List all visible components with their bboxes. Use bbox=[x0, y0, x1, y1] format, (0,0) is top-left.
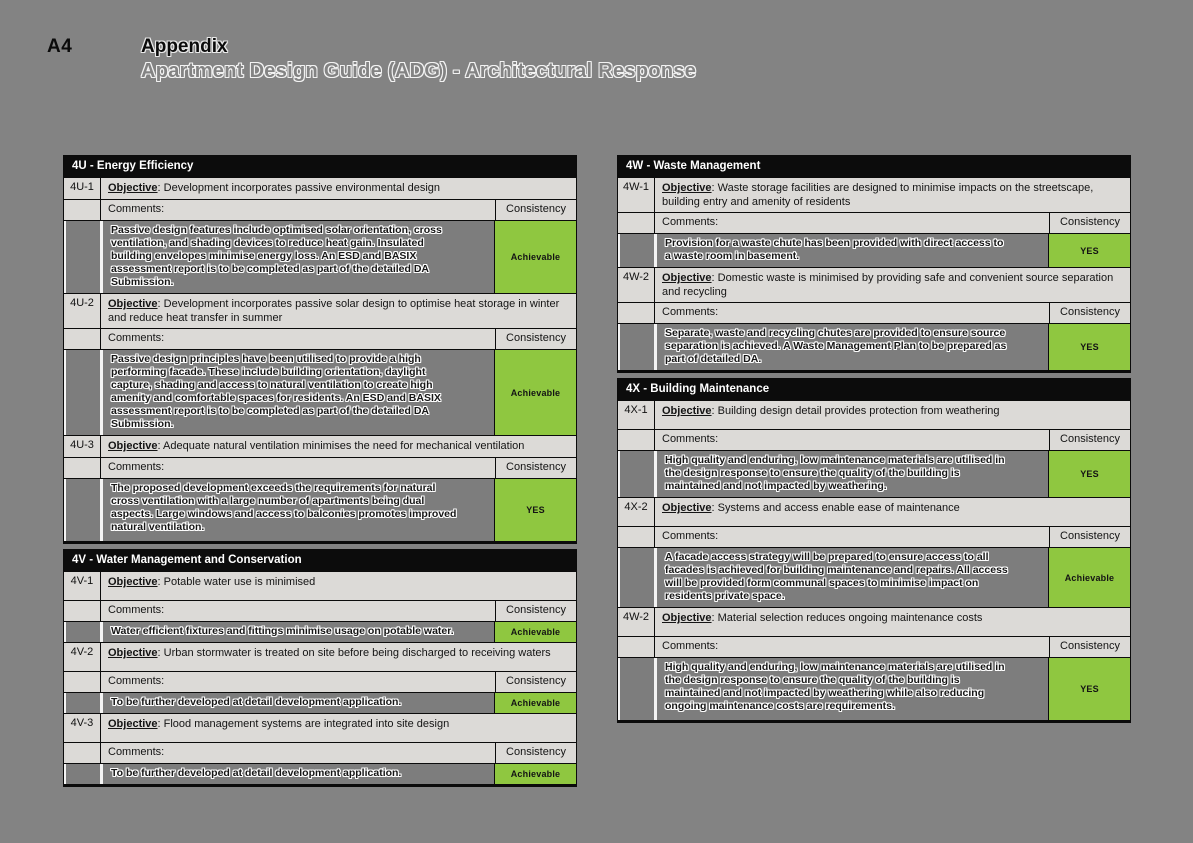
comment-row bbox=[64, 763, 576, 784]
comments-header-row bbox=[618, 636, 1130, 657]
item-ref: 4X-1 bbox=[618, 401, 655, 429]
comment-row bbox=[64, 478, 576, 541]
objective-text: : Development incorporates passive solar design to optimise heat storage in winter and reduce heat transfer in summer bbox=[108, 298, 560, 324]
consistency-label: Consistency bbox=[1050, 303, 1130, 323]
consistency-value: YES bbox=[1049, 324, 1130, 370]
consistency-value: Achievable bbox=[495, 221, 576, 293]
objective-row bbox=[618, 497, 1130, 526]
comments-header-row bbox=[64, 457, 576, 478]
comments-header-row bbox=[618, 526, 1130, 547]
consistency-label: Consistency bbox=[496, 329, 576, 349]
objective-row bbox=[618, 400, 1130, 429]
consistency-value: YES bbox=[1049, 658, 1130, 720]
comment-text: Passive design principles have been utilised to provide a high performing facade. These include building orientation, daylight capture, shading and access to natural ventilation to create high amenity and comfortable spaces for residents. An ESD and BASIX assessment report is to be completed as part of the detailed DA Submission. bbox=[101, 350, 495, 435]
ref-spacer bbox=[618, 658, 655, 720]
ref-spacer bbox=[64, 350, 101, 435]
ref-spacer bbox=[64, 743, 101, 763]
comment-row bbox=[618, 450, 1130, 497]
item-ref: 4X-2 bbox=[618, 498, 655, 526]
objective-label: Objective bbox=[662, 272, 712, 284]
objective-cell bbox=[655, 498, 1130, 526]
comment-text: Water efficient fixtures and fittings minimise usage on potable water. bbox=[101, 622, 495, 642]
ref-spacer bbox=[64, 221, 101, 293]
table-4x-building-maintenance bbox=[617, 378, 1131, 723]
comment-row bbox=[64, 692, 576, 713]
ref-spacer bbox=[64, 672, 101, 692]
consistency-label: Consistency bbox=[496, 458, 576, 478]
comments-label: Comments: bbox=[655, 527, 1050, 547]
consistency-label: Consistency bbox=[496, 601, 576, 621]
objective-label: Objective bbox=[662, 612, 712, 624]
comments-label: Comments: bbox=[101, 743, 496, 763]
objective-text: : Potable water use is minimised bbox=[157, 576, 316, 588]
objective-row bbox=[64, 713, 576, 742]
doc-subheading: Apartment Design Guide (ADG) - Architectural Response bbox=[141, 60, 697, 82]
left-column bbox=[63, 155, 577, 792]
objective-label: Objective bbox=[108, 718, 158, 730]
objective-cell bbox=[655, 401, 1130, 429]
objective-label: Objective bbox=[662, 182, 712, 194]
doc-heading: Appendix bbox=[141, 36, 228, 57]
objective-row bbox=[64, 642, 576, 671]
comment-text: High quality and enduring, low maintenance materials are utilised in the design response to ensure the quality of the building is maintained and not impacted by weathering. bbox=[655, 451, 1049, 497]
objective-label: Objective bbox=[662, 405, 712, 417]
item-ref: 4V-2 bbox=[64, 643, 101, 671]
ref-spacer bbox=[64, 329, 101, 349]
objective-cell bbox=[655, 268, 1130, 302]
comments-header-row bbox=[64, 600, 576, 621]
objective-label: Objective bbox=[108, 647, 158, 659]
comment-text: Passive design features include optimised solar orientation, cross ventilation, and shading devices to reduce heat gain. Insulated building envelopes minimise energy loss. An ESD and BASIX assessment report is to be completed as part of the detailed DA Submission. bbox=[101, 221, 495, 293]
ref-spacer bbox=[618, 637, 655, 657]
ref-spacer bbox=[64, 622, 101, 642]
consistency-label: Consistency bbox=[1050, 527, 1130, 547]
objective-row bbox=[618, 267, 1130, 302]
objective-label: Objective bbox=[108, 298, 158, 310]
comment-text: A facade access strategy will be prepared to ensure access to all facades is achieved for building maintenance and repairs. All access will be provided form communal spaces to minimise impact on residents private space. bbox=[655, 548, 1049, 607]
comments-label: Comments: bbox=[101, 329, 496, 349]
ref-spacer bbox=[64, 693, 101, 713]
page-label: A4 bbox=[47, 36, 73, 57]
comment-text: To be further developed at detail development application. bbox=[101, 764, 495, 784]
item-ref: 4W-1 bbox=[618, 178, 655, 212]
ref-spacer bbox=[618, 303, 655, 323]
ref-spacer bbox=[618, 451, 655, 497]
item-ref: 4U-3 bbox=[64, 436, 101, 457]
objective-text: : Waste storage facilities are designed to minimise impacts on the streetscape, building entry and amenity of residents bbox=[662, 182, 1094, 208]
item-ref: 4V-3 bbox=[64, 714, 101, 742]
comments-header-row bbox=[64, 328, 576, 349]
objective-row bbox=[618, 177, 1130, 212]
comment-row bbox=[618, 233, 1130, 267]
comment-row bbox=[64, 349, 576, 435]
objective-cell bbox=[101, 572, 576, 600]
comment-text: Provision for a waste chute has been provided with direct access to a waste room in basement. bbox=[655, 234, 1049, 267]
objective-text: : Building design detail provides protection from weathering bbox=[711, 405, 1000, 417]
table-4v-water-management bbox=[63, 549, 577, 787]
comments-label: Comments: bbox=[655, 213, 1050, 233]
objective-row bbox=[64, 177, 576, 199]
comments-label: Comments: bbox=[101, 672, 496, 692]
consistency-value: Achievable bbox=[495, 350, 576, 435]
item-ref: 4W-2 bbox=[618, 608, 655, 636]
consistency-label: Consistency bbox=[1050, 213, 1130, 233]
objective-row bbox=[64, 435, 576, 457]
objective-cell bbox=[101, 714, 576, 742]
section-header: 4X - Building Maintenance bbox=[618, 379, 1130, 400]
ref-spacer bbox=[64, 479, 101, 541]
consistency-value: Achievable bbox=[495, 693, 576, 713]
comments-header-row bbox=[618, 429, 1130, 450]
ref-spacer bbox=[618, 527, 655, 547]
ref-spacer bbox=[64, 458, 101, 478]
objective-text: : Flood management systems are integrated into site design bbox=[157, 718, 450, 730]
ref-spacer bbox=[618, 234, 655, 267]
consistency-value: YES bbox=[1049, 451, 1130, 497]
ref-spacer bbox=[64, 764, 101, 784]
comment-row bbox=[64, 621, 576, 642]
comments-label: Comments: bbox=[655, 303, 1050, 323]
consistency-value: Achievable bbox=[1049, 548, 1130, 607]
objective-row bbox=[64, 571, 576, 600]
consistency-label: Consistency bbox=[496, 672, 576, 692]
comments-label: Comments: bbox=[101, 601, 496, 621]
comment-row bbox=[618, 657, 1130, 720]
section-header: 4V - Water Management and Conservation bbox=[64, 550, 576, 571]
comments-header-row bbox=[64, 742, 576, 763]
comments-label: Comments: bbox=[655, 430, 1050, 450]
comment-row bbox=[618, 547, 1130, 607]
consistency-value: YES bbox=[1049, 234, 1130, 267]
consistency-value: Achievable bbox=[495, 622, 576, 642]
ref-spacer bbox=[618, 430, 655, 450]
ref-spacer bbox=[64, 601, 101, 621]
objective-cell bbox=[655, 178, 1130, 212]
comment-text: To be further developed at detail development application. bbox=[101, 693, 495, 713]
consistency-label: Consistency bbox=[496, 200, 576, 220]
objective-text: : Urban stormwater is treated on site before being discharged to receiving waters bbox=[157, 647, 551, 659]
objective-row bbox=[64, 293, 576, 328]
section-header: 4U - Energy Efficiency bbox=[64, 156, 576, 177]
objective-label: Objective bbox=[108, 576, 158, 588]
comments-header-row bbox=[64, 199, 576, 220]
objective-cell bbox=[101, 178, 576, 199]
comment-text: The proposed development exceeds the requirements for natural cross ventilation with a large number of apartments being dual aspects. Large windows and access to balconies promotes improved natural ventilation. bbox=[101, 479, 495, 541]
comment-text: High quality and enduring, low maintenance materials are utilised in the design response to ensure the quality of the building is maintained and not impacted by weathering while also reducing ongoing maintenance costs are requirements. bbox=[655, 658, 1049, 720]
table-4u-energy-efficiency bbox=[63, 155, 577, 544]
comments-label: Comments: bbox=[101, 200, 496, 220]
consistency-label: Consistency bbox=[1050, 430, 1130, 450]
item-ref: 4W-2 bbox=[618, 268, 655, 302]
objective-text: : Domestic waste is minimised by providing safe and convenient source separation and recycling bbox=[662, 272, 1114, 298]
comments-header-row bbox=[64, 671, 576, 692]
ref-spacer bbox=[618, 213, 655, 233]
comment-row bbox=[64, 220, 576, 293]
objective-text: : Development incorporates passive environmental design bbox=[157, 182, 441, 194]
consistency-value: YES bbox=[495, 479, 576, 541]
objective-cell bbox=[655, 608, 1130, 636]
consistency-label: Consistency bbox=[1050, 637, 1130, 657]
comments-header-row bbox=[618, 302, 1130, 323]
table-4w-waste-management bbox=[617, 155, 1131, 373]
item-ref: 4V-1 bbox=[64, 572, 101, 600]
comment-row bbox=[618, 323, 1130, 370]
item-ref: 4U-2 bbox=[64, 294, 101, 328]
ref-spacer bbox=[618, 548, 655, 607]
consistency-value: Achievable bbox=[495, 764, 576, 784]
objective-cell bbox=[101, 436, 576, 457]
objective-cell bbox=[101, 643, 576, 671]
objective-label: Objective bbox=[662, 502, 712, 514]
comments-label: Comments: bbox=[655, 637, 1050, 657]
objective-label: Objective bbox=[108, 182, 158, 194]
ref-spacer bbox=[64, 200, 101, 220]
objective-text: : Adequate natural ventilation minimises the need for mechanical ventilation bbox=[157, 440, 525, 452]
comments-header-row bbox=[618, 212, 1130, 233]
item-ref: 4U-1 bbox=[64, 178, 101, 199]
objective-row bbox=[618, 607, 1130, 636]
comment-text: Separate, waste and recycling chutes are provided to ensure source separation is achieved. A Waste Management Plan to be prepared as part of detailed DA. bbox=[655, 324, 1049, 370]
objective-cell bbox=[101, 294, 576, 328]
objective-text: : Systems and access enable ease of maintenance bbox=[711, 502, 960, 514]
right-column bbox=[617, 155, 1131, 728]
objective-text: : Material selection reduces ongoing maintenance costs bbox=[711, 612, 983, 624]
section-header: 4W - Waste Management bbox=[618, 156, 1130, 177]
comments-label: Comments: bbox=[101, 458, 496, 478]
ref-spacer bbox=[618, 324, 655, 370]
objective-label: Objective bbox=[108, 440, 158, 452]
consistency-label: Consistency bbox=[496, 743, 576, 763]
